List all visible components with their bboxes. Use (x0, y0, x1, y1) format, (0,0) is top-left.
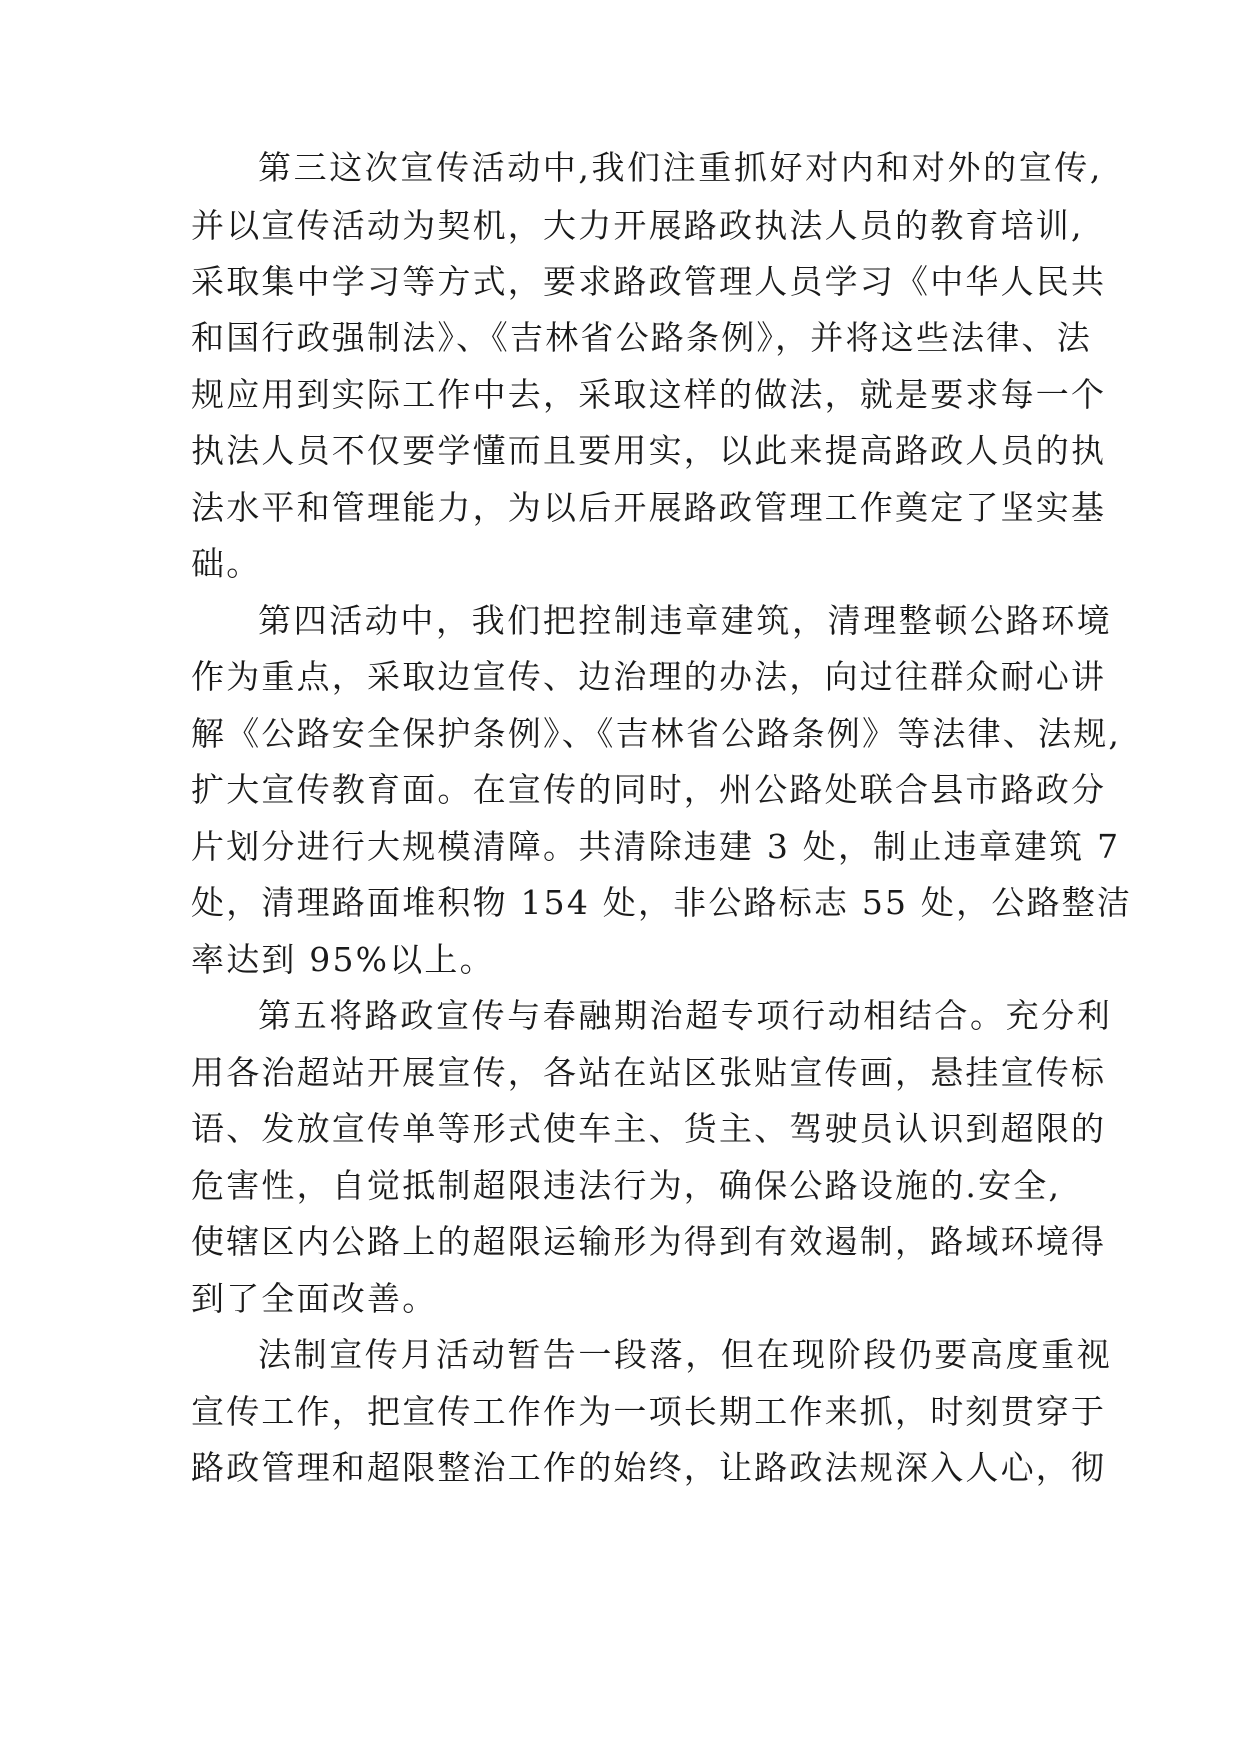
paragraph-4-line-5: 片划分进行大规模清障。共清除违建 3 处，制止违章建筑 7 (191, 827, 1121, 866)
paragraph-3-line-7: 法水平和管理能力，为以后开展路政管理工作奠定了坚实基 (191, 488, 1107, 527)
paragraph-5-line-2: 用各治超站开展宣传，各站在站区张贴宣传画，悬挂宣传标 (191, 1053, 1107, 1092)
paragraph-4-line-3: 解《公路安全保护条例》、《吉林省公路条例》等法律、法规, (191, 714, 1122, 753)
paragraph-4-line-1: 第四活动中，我们把控制违章建筑，清理整顿公路环境 (258, 601, 1113, 640)
paragraph-4-line-2: 作为重点，采取边宣传、边治理的办法，向过往群众耐心讲 (191, 657, 1107, 696)
paragraph-5-line-4: 危害性，自觉抵制超限违法行为，确保公路设施的.安全, (191, 1166, 1062, 1205)
paragraph-5-line-6: 到了全面改善。 (191, 1279, 438, 1318)
paragraph-3-line-5: 规应用到实际工作中去，采取这样的做法，就是要求每一个 (191, 375, 1107, 414)
paragraph-6-line-1: 法制宣传月活动暂告一段落，但在现阶段仍要高度重视 (258, 1335, 1113, 1374)
paragraph-6-line-2: 宣传工作，把宣传工作作为一项长期工作来抓，时刻贯穿于 (191, 1392, 1107, 1431)
paragraph-3-line-1: 第三这次宣传活动中,我们注重抓好对内和对外的宣传, (258, 148, 1103, 187)
paragraph-3-line-4: 和国行政强制法》、《吉林省公路条例》，并将这些法律、法 (191, 318, 1092, 357)
paragraph-3-line-2: 并以宣传活动为契机，大力开展路政执法人员的教育培训, (191, 206, 1084, 245)
paragraph-4-line-4: 扩大宣传教育面。在宣传的同时，州公路处联合县市路政分 (191, 770, 1107, 809)
paragraph-3-line-6: 执法人员不仅要学懂而且要用实，以此来提高路政人员的执 (191, 431, 1107, 470)
paragraph-4-line-6: 处，清理路面堆积物 154 处，非公路标志 55 处，公路整洁 (191, 883, 1133, 922)
paragraph-6-line-3: 路政管理和超限整治工作的始终，让路政法规深入人心，彻 (191, 1448, 1107, 1487)
paragraph-5-line-3: 语、发放宣传单等形式使车主、货主、驾驶员认识到超限的 (191, 1109, 1107, 1148)
paragraph-4-line-7: 率达到 95%以上。 (191, 940, 495, 979)
paragraph-5-line-1: 第五将路政宣传与春融期治超专项行动相结合。充分利 (258, 996, 1113, 1035)
paragraph-3-line-3: 采取集中学习等方式，要求路政管理人员学习《中华人民共 (191, 262, 1107, 301)
paragraph-3-line-8: 础。 (191, 544, 262, 583)
paragraph-5-line-5: 使辖区内公路上的超限运输形为得到有效遏制，路域环境得 (191, 1222, 1107, 1261)
